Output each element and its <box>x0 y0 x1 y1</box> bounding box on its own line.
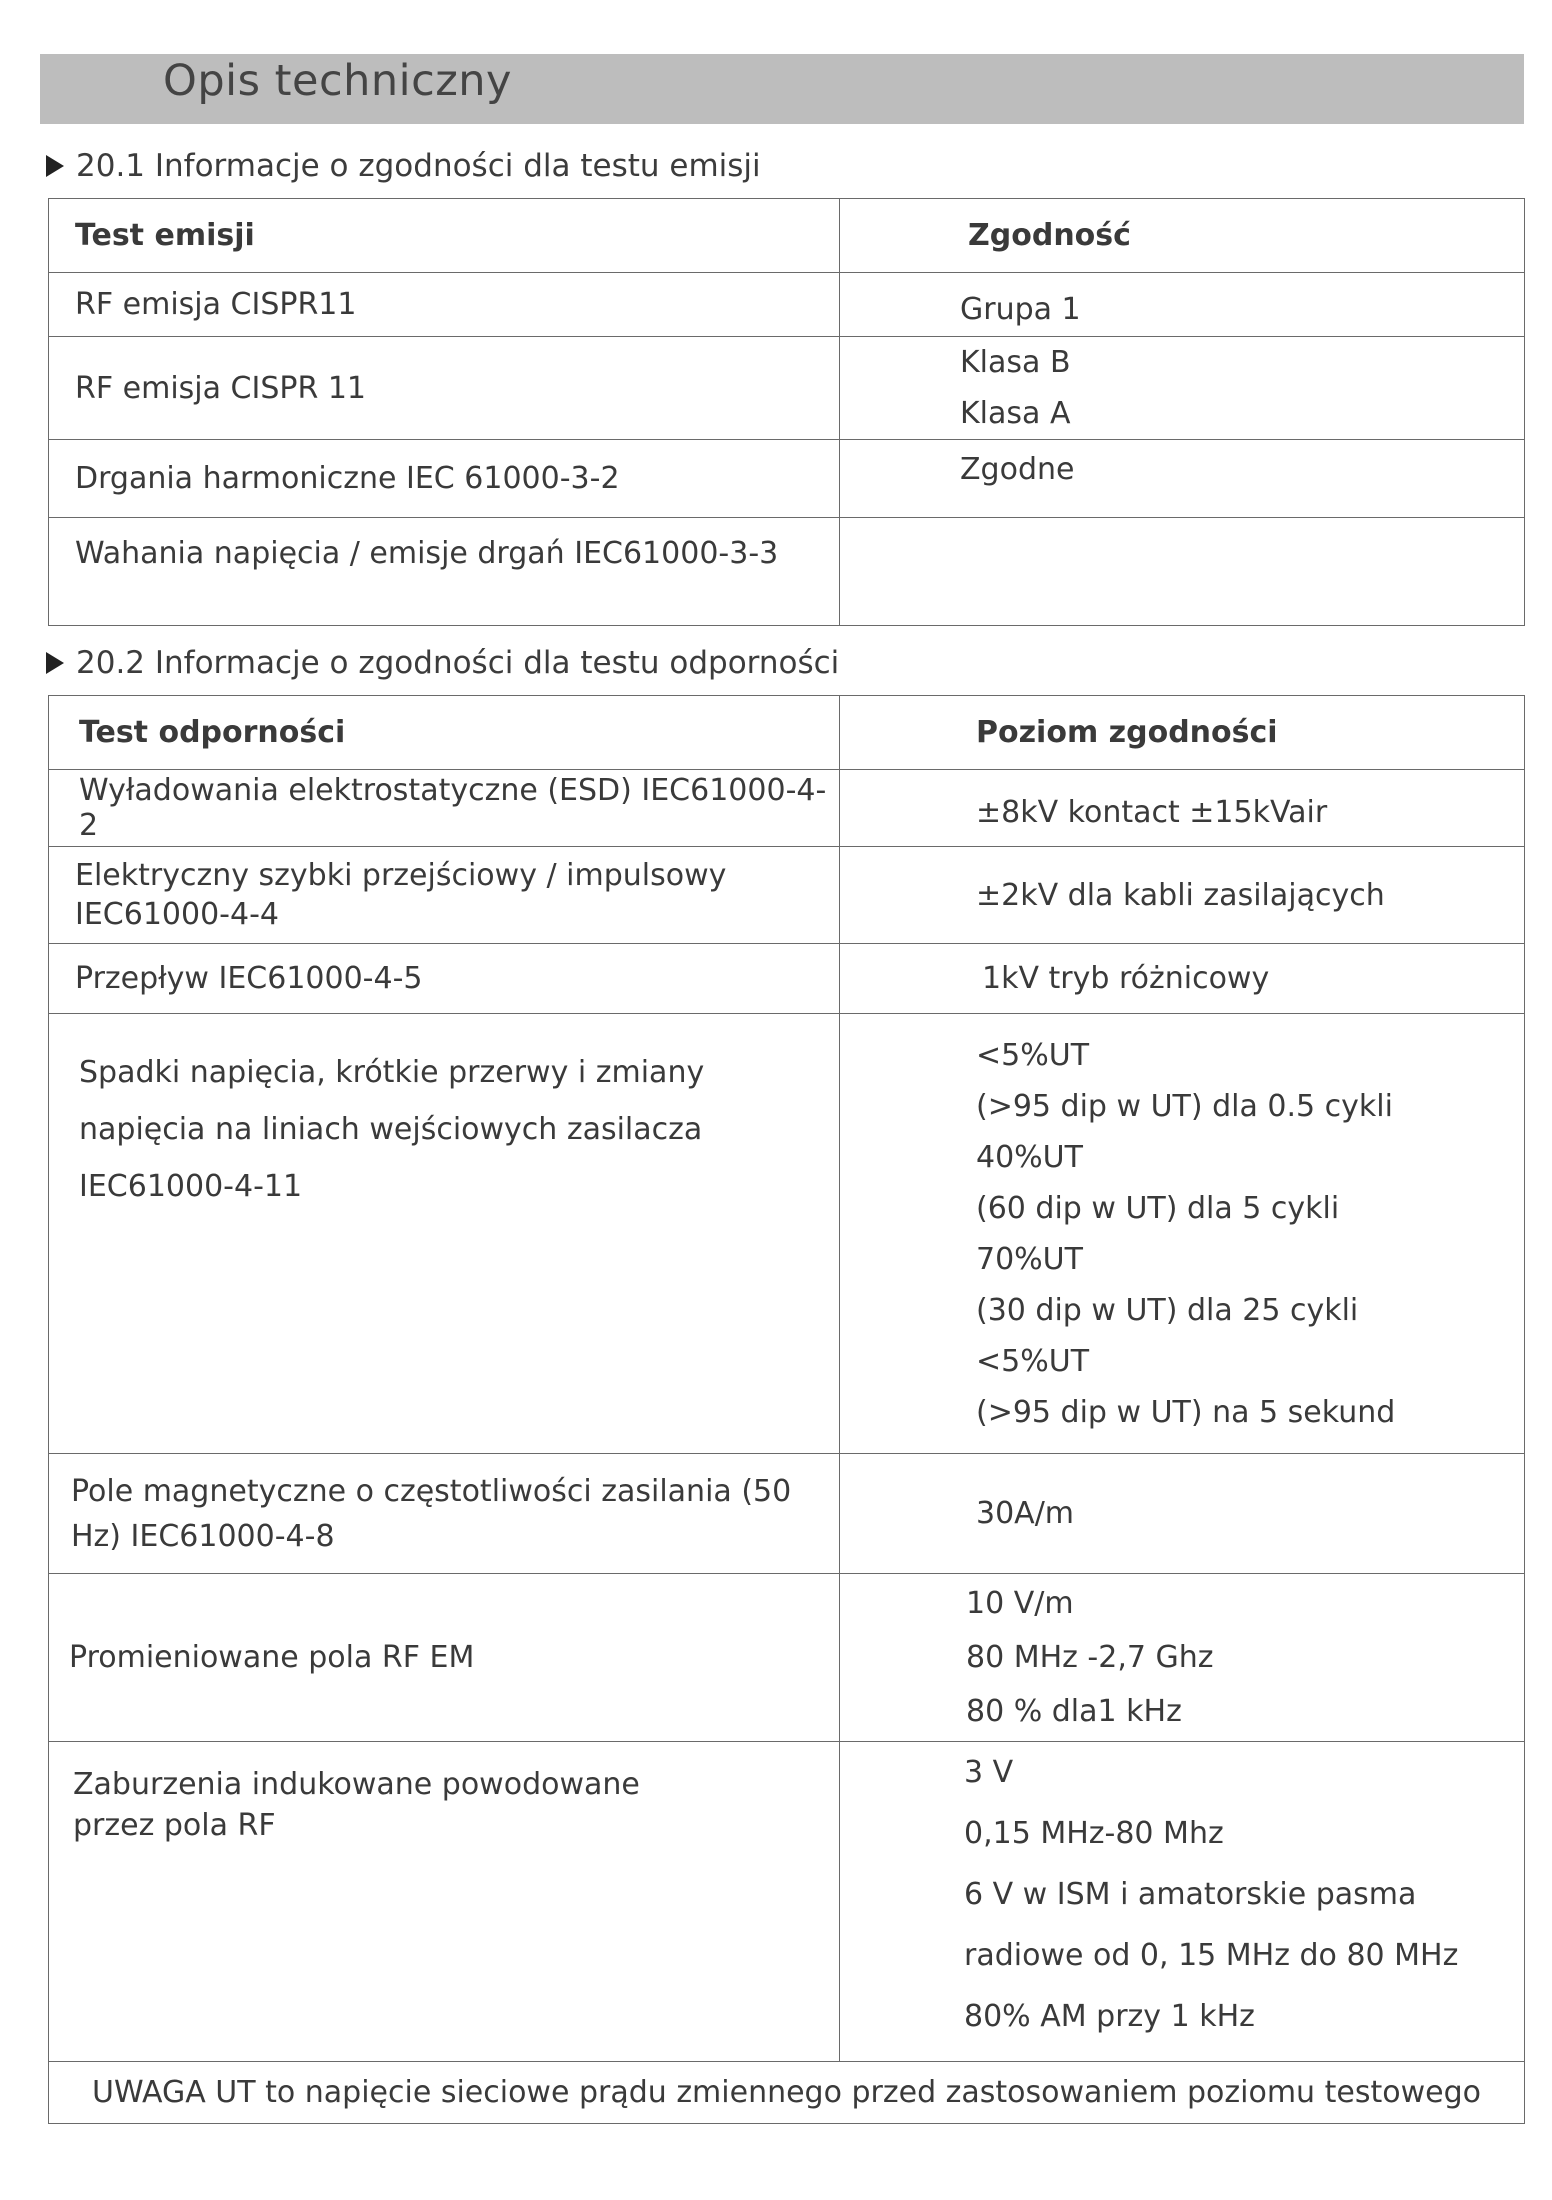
immunity-table <box>48 695 1525 2124</box>
emission-table <box>48 198 1525 626</box>
table-row <box>49 337 1525 440</box>
level-value: 80 MHz -2,7 Ghz <box>966 1639 1214 1675</box>
level-value: 80% AM przy 1 kHz <box>964 1999 1255 2034</box>
table-row <box>49 1014 1525 1454</box>
level-value-list <box>840 1014 1525 1454</box>
level-value: (60 dip w UT) dla 5 cykli <box>976 1190 1340 1226</box>
test-name: Elektryczny szybki przejściowy / impulsowy <box>75 858 727 893</box>
level-value: <5%UT <box>976 1037 1090 1073</box>
note-text: UWAGA UT to napięcie sieciowe prądu zmiennego przed zastosowaniem poziomu testowego <box>49 2062 1525 2124</box>
section-heading-label: 20.2 Informacje o zgodności dla testu odporności <box>76 645 840 681</box>
compliance-value: Grupa 1 <box>840 273 1525 337</box>
test-name: IEC61000-4-11 <box>79 1169 303 1204</box>
level-value: 10 V/m <box>966 1585 1074 1621</box>
test-name: Promieniowane pola RF EM <box>49 1574 840 1742</box>
column-header-level: Poziom zgodności <box>840 696 1525 770</box>
level-value: 6 V w ISM i amatorskie pasma <box>964 1877 1417 1912</box>
test-name: RF emisja CISPR 11 <box>49 337 840 440</box>
level-value: (>95 dip w UT) na 5 sekund <box>976 1394 1396 1430</box>
compliance-value-list <box>840 337 1525 440</box>
table-row <box>49 1574 1525 1742</box>
table-row <box>49 1454 1525 1574</box>
table-row <box>49 944 1525 1014</box>
level-value: (30 dip w UT) dla 25 cykli <box>976 1292 1359 1328</box>
column-header-test: Test emisji <box>49 199 840 273</box>
level-value: ±2kV dla kabli zasilających <box>840 847 1525 944</box>
note-row <box>49 2062 1525 2124</box>
test-name: napięcia na liniach wejściowych zasilacza <box>79 1112 703 1147</box>
compliance-value-empty <box>840 518 1525 626</box>
level-value: 3 V <box>964 1755 1014 1790</box>
page-title: Opis techniczny <box>163 56 512 106</box>
table-row <box>49 273 1525 337</box>
level-value: <5%UT <box>976 1343 1090 1379</box>
level-value: ±8kV kontact ±15kVair <box>840 770 1525 847</box>
section-heading-label: 20.1 Informacje o zgodności dla testu emisji <box>76 148 761 184</box>
test-name: przez pola RF <box>73 1808 276 1843</box>
test-name: Zaburzenia indukowane powodowane <box>73 1767 640 1802</box>
table-header-row <box>49 696 1525 770</box>
column-header-test: Test odporności <box>49 696 840 770</box>
triangle-bullet-icon <box>46 652 64 674</box>
header-bar <box>40 54 1524 124</box>
test-name-list <box>49 1014 840 1454</box>
table-row <box>49 1742 1525 2062</box>
test-name: Hz) IEC61000-4-8 <box>71 1518 335 1554</box>
test-name: Wyładowania elektrostatyczne (ESD) IEC61000-4-2 <box>49 770 840 847</box>
test-name: Pole magnetyczne o częstotliwości zasilania (50 <box>71 1473 792 1509</box>
test-name: IEC61000-4-4 <box>75 897 280 932</box>
compliance-value: Klasa B <box>960 345 1071 380</box>
test-name: Spadki napięcia, krótkie przerwy i zmiany <box>79 1055 705 1090</box>
level-value: 80 % dla1 kHz <box>966 1693 1182 1729</box>
level-value: radiowe od 0, 15 MHz do 80 MHz <box>964 1938 1459 1973</box>
table-row <box>49 518 1525 626</box>
section-heading-emission <box>46 148 761 184</box>
test-name-list <box>49 847 840 944</box>
test-name: Wahania napięcia / emisje drgań IEC61000-3-3 <box>49 518 840 626</box>
table-header-row <box>49 199 1525 273</box>
level-value: 40%UT <box>976 1139 1083 1175</box>
level-value-list <box>840 1742 1525 2062</box>
level-value: 70%UT <box>976 1241 1083 1277</box>
table-row <box>49 440 1525 518</box>
level-value: 1kV tryb różnicowy <box>840 944 1525 1014</box>
level-value: 0,15 MHz-80 Mhz <box>964 1816 1224 1851</box>
compliance-value: Klasa A <box>960 396 1071 431</box>
level-value: 30A/m <box>840 1454 1525 1574</box>
table-row <box>49 770 1525 847</box>
compliance-value: Zgodne <box>840 440 1525 518</box>
test-name-list <box>49 1454 840 1574</box>
section-heading-immunity <box>46 645 839 681</box>
column-header-compliance: Zgodność <box>840 199 1525 273</box>
test-name: Drgania harmoniczne IEC 61000-3-2 <box>49 440 840 518</box>
test-name: Przepływ IEC61000-4-5 <box>49 944 840 1014</box>
triangle-bullet-icon <box>46 155 64 177</box>
test-name-list <box>49 1742 840 2062</box>
level-value-list <box>840 1574 1525 1742</box>
table-row <box>49 847 1525 944</box>
level-value: (>95 dip w UT) dla 0.5 cykli <box>976 1088 1393 1124</box>
test-name: RF emisja CISPR11 <box>49 273 840 337</box>
